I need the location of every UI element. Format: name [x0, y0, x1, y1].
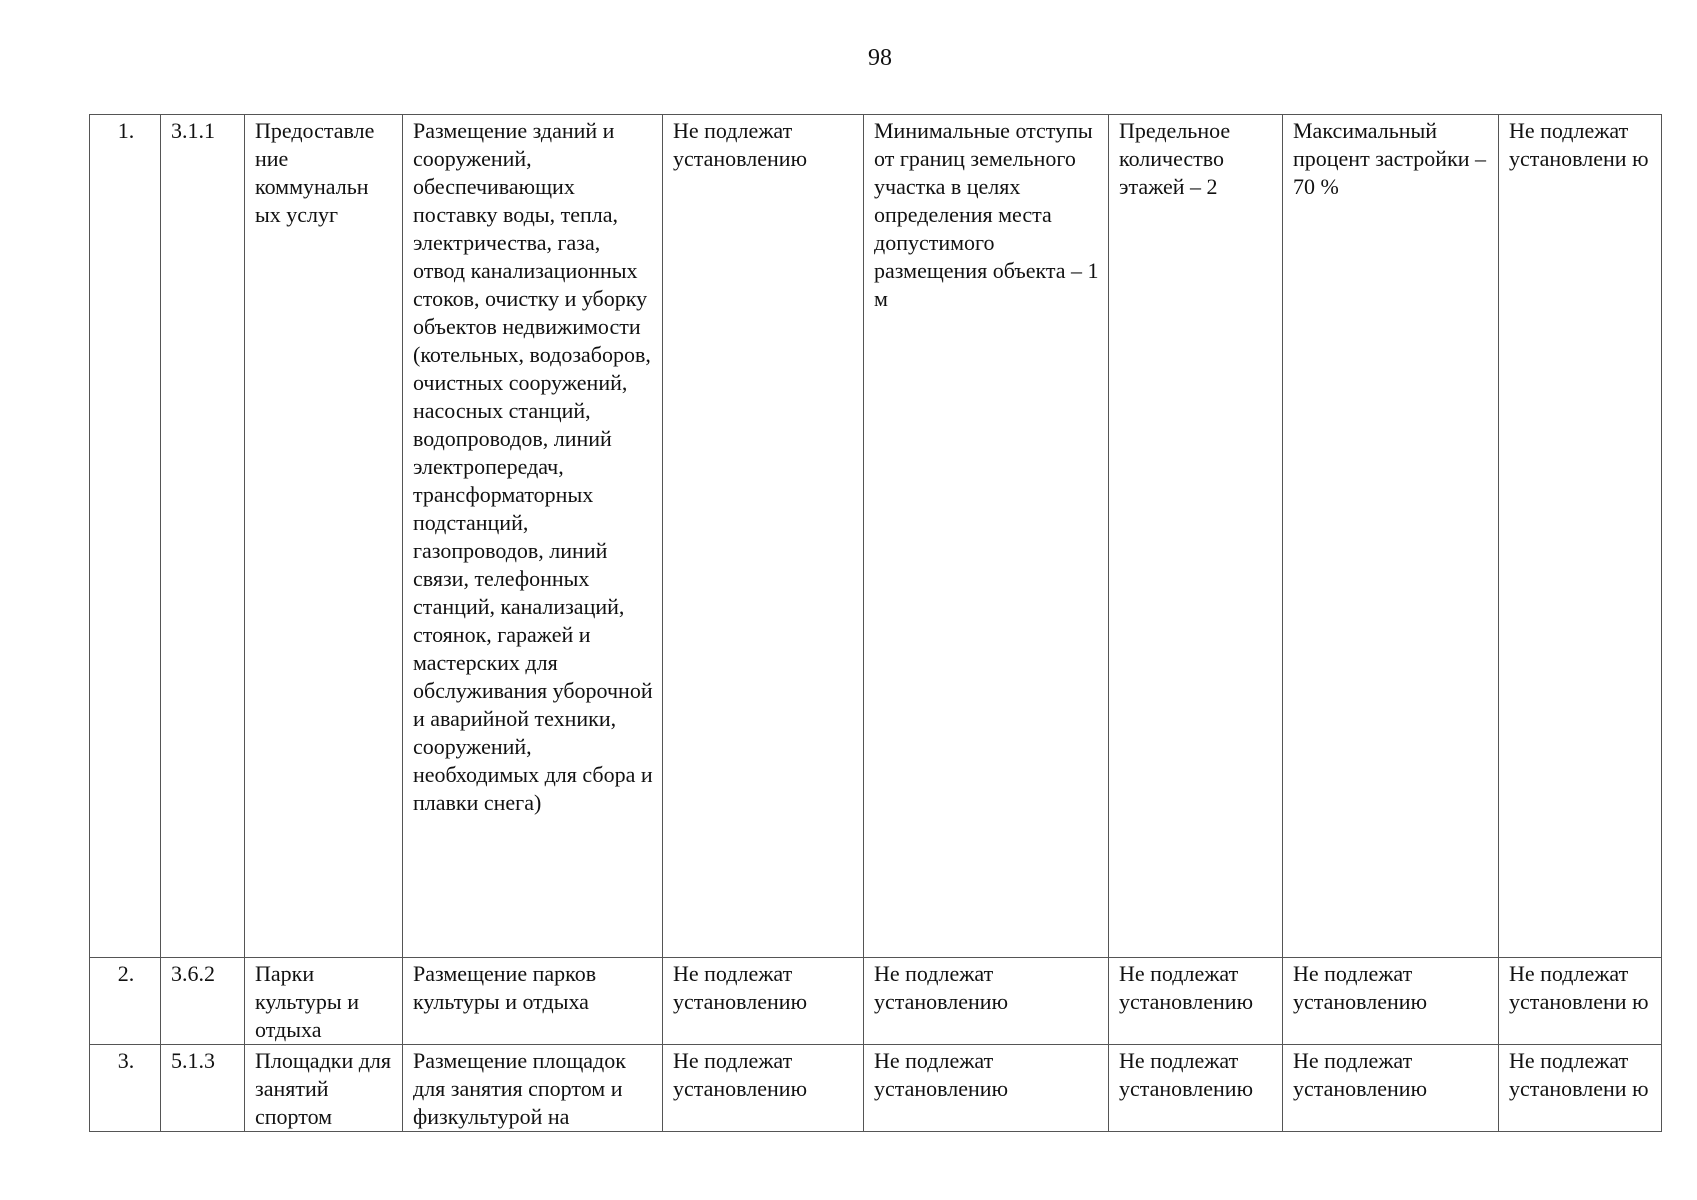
cell-col7: Предельное количество этажей – 2 [1109, 115, 1283, 958]
cell-col9: Не подлежат установлени ю [1499, 958, 1662, 1045]
use-description: Размещение парков культуры и отдыха [403, 958, 663, 1045]
row-number: 1. [90, 115, 161, 958]
table-row [90, 1045, 1662, 1132]
use-code: 3.1.1 [161, 115, 245, 958]
table-row [90, 115, 1662, 958]
use-code: 3.6.2 [161, 958, 245, 1045]
cell-col9: Не подлежат установлени ю [1499, 115, 1662, 958]
use-code: 5.1.3 [161, 1045, 245, 1132]
use-name: Площадки для занятий спортом [245, 1045, 403, 1132]
cell-col6: Не подлежат установлению [864, 958, 1109, 1045]
cell-col6: Не подлежат установлению [864, 1045, 1109, 1132]
cell-col6: Минимальные отступы от границ земельного участка в целях определения места допустимого размещения объекта – 1 м [864, 115, 1109, 958]
cell-col8: Не подлежат установлению [1283, 1045, 1499, 1132]
cell-col9: Не подлежат установлени ю [1499, 1045, 1662, 1132]
table-row [90, 958, 1662, 1045]
cell-col5: Не подлежат установлению [663, 115, 864, 958]
cell-col5: Не подлежат установлению [663, 1045, 864, 1132]
use-name: Предоставле ние коммунальн ых услуг [245, 115, 403, 958]
page-number: 98 [868, 45, 892, 71]
cell-col8: Не подлежат установлению [1283, 958, 1499, 1045]
cell-col8: Максимальный процент застройки – 70 % [1283, 115, 1499, 958]
cell-col7: Не подлежат установлению [1109, 958, 1283, 1045]
cell-col7: Не подлежат установлению [1109, 1045, 1283, 1132]
cell-col5: Не подлежат установлению [663, 958, 864, 1045]
use-description: Размещение зданий и сооружений, обеспечивающих поставку воды, тепла, электричества, газа, отвод канализационных стоков, очистку и уборку объектов недвижимости (котельных, водозаборов, очистных сооружений, насосных станций, водопроводов, линий электропередач, трансформаторных подстанций, газопроводов, линий связи, телефонных станций, канализаций, стоянок, гаражей и мастерских для обслуживания уборочной и аварийной техники, сооружений, необходимых для сбора и плавки снега) [403, 115, 663, 958]
row-number: 3. [90, 1045, 161, 1132]
row-number: 2. [90, 958, 161, 1045]
use-description: Размещение площадок для занятия спортом и физкультурой на [403, 1045, 663, 1132]
use-name: Парки культуры и отдыха [245, 958, 403, 1045]
zoning-table [89, 114, 1662, 1132]
